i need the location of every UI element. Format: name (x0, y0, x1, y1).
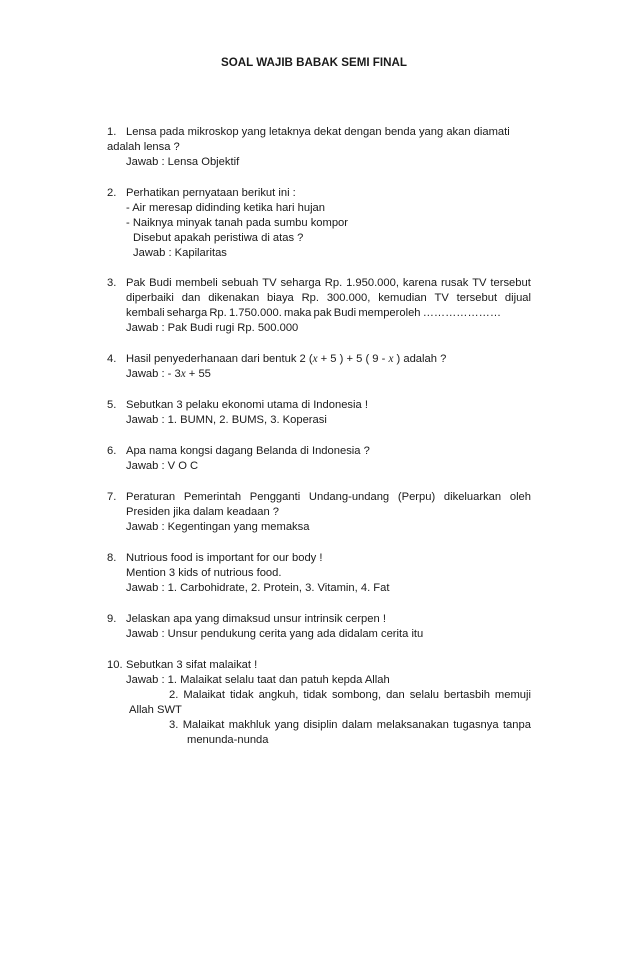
word: Budi (149, 277, 172, 289)
q9-number: 9. (107, 613, 117, 625)
word: (Perpu) (397, 491, 436, 503)
q4-answer (126, 367, 211, 381)
word: tersebut (456, 292, 498, 304)
q7-line1 (126, 490, 531, 504)
word: TV (434, 292, 449, 304)
word: disiplin (303, 719, 338, 731)
q1-line1: Lensa pada mikroskop yang letaknya dekat dengan benda yang akan diamati (126, 126, 510, 138)
word: dikeluarkan (443, 491, 502, 503)
word: Pemerintah (183, 491, 242, 503)
q10-line1: Sebutkan 3 sifat malaikat ! (126, 659, 258, 671)
q3-answer: Jawab : Pak Budi rugi Rp. 500.000 (126, 322, 299, 334)
word: yang (274, 719, 299, 731)
word: rusak (440, 277, 469, 289)
q2-bullet2: - Naiknya minyak tanah pada sumbu kompor (126, 217, 348, 229)
word: Pak (126, 277, 146, 289)
q8-number: 8. (107, 552, 117, 564)
q10-answer1: Jawab : 1. Malaikat selalu taat dan patuh kepda Allah (126, 674, 390, 686)
word: tidak (229, 689, 254, 701)
q4-question (126, 352, 446, 366)
word: tersebut (490, 277, 531, 289)
word: selalu (409, 689, 439, 701)
word: dalam (341, 719, 373, 731)
q5-number: 5. (107, 399, 117, 411)
variable-x: x (388, 353, 394, 365)
word: dijual (504, 292, 531, 304)
q2-number: 2. (107, 187, 117, 199)
word: Budi (333, 307, 357, 319)
q7-line2: Presiden jika dalam keadaan ? (126, 506, 279, 518)
q2-line1: Perhatikan pernyataan berikut ini : (126, 187, 296, 199)
word: Rp. (301, 292, 319, 304)
word: membeli (175, 277, 218, 289)
word: makhluk (228, 719, 271, 731)
q2-answer: Jawab : Kapilaritas (133, 247, 227, 259)
word: tanpa (502, 719, 531, 731)
word: pak (313, 307, 332, 319)
word: 1.750.000. (228, 307, 282, 319)
q10-answer3 (169, 718, 531, 732)
word: kemudian (378, 292, 427, 304)
word: Peraturan (126, 491, 176, 503)
q9-line1: Jelaskan apa yang dimaksud unsur intrinsik cerpen ! (126, 613, 386, 625)
q5-line1: Sebutkan 3 pelaku ekonomi utama di Indonesia ! (126, 399, 368, 411)
word: 1.950.000, (346, 277, 399, 289)
word: Rp. (324, 277, 343, 289)
word: sombong, (331, 689, 382, 701)
q5-answer: Jawab : 1. BUMN, 2. BUMS, 3. Koperasi (126, 414, 327, 426)
word: kembali (126, 307, 165, 319)
word: dikenakan (208, 292, 260, 304)
word: Pengganti (249, 491, 301, 503)
q3-line1 (126, 276, 531, 290)
word: tugasnya (453, 719, 499, 731)
q6-number: 6. (107, 445, 117, 457)
word: 2. (169, 689, 179, 701)
word: Undang-undang (308, 491, 390, 503)
q4-answer-pre: Jawab : - 3 (126, 368, 181, 380)
q10-answer2 (169, 688, 531, 702)
q8-answer: Jawab : 1. Carbohidrate, 2. Protein, 3. Vitamin, 4. Fat (126, 582, 390, 594)
word: dan (386, 689, 405, 701)
q2-bullet1: - Air meresap didinding ketika hari hujan (126, 202, 325, 214)
q8-line1: Nutrious food is important for our body ! (126, 552, 323, 564)
q1-answer: Jawab : Lensa Objektif (126, 156, 240, 168)
q7-number: 7. (107, 491, 117, 503)
word: oleh (509, 491, 531, 503)
word: karena (402, 277, 438, 289)
q4-question-post: ) adalah ? (393, 353, 447, 365)
q10-answer3-cont: menunda-nunda (187, 734, 269, 746)
variable-x: x (312, 353, 318, 365)
word: biaya (267, 292, 294, 304)
q3-number: 3. (107, 277, 117, 289)
word: melaksanakan (376, 719, 449, 731)
q1-line2: adalah lensa ? (107, 141, 180, 153)
q6-answer: Jawab : V O C (126, 460, 199, 472)
word: seharga (280, 277, 321, 289)
word: ………………… (422, 307, 501, 319)
word: TV (262, 277, 277, 289)
word: 3. (169, 719, 179, 731)
variable-x: x (180, 368, 186, 380)
page-title: SOAL WAJIB BABAK SEMI FINAL (221, 56, 407, 69)
q1-number: 1. (107, 126, 117, 138)
q10-number: 10. (107, 659, 123, 671)
word: dan (181, 292, 201, 304)
word: maka (284, 307, 312, 319)
q7-answer: Jawab : Kegentingan yang memaksa (126, 521, 310, 533)
q4-question-pre: Hasil penyederhanaan dari bentuk 2 ( (126, 353, 313, 365)
q9-answer: Jawab : Unsur pendukung cerita yang ada didalam cerita itu (126, 628, 424, 640)
word: seharga (166, 307, 208, 319)
q6-line1: Apa nama kongsi dagang Belanda di Indonesia ? (126, 445, 370, 457)
word: Malaikat (183, 689, 225, 701)
q4-number: 4. (107, 353, 117, 365)
q3-line3 (126, 306, 501, 320)
q4-answer-post: + 55 (185, 368, 211, 380)
word: sebuah (221, 277, 259, 289)
word: angkuh, (258, 689, 299, 701)
word: diperbaiki (126, 292, 174, 304)
word: memperoleh (358, 307, 421, 319)
word: TV (472, 277, 487, 289)
q10-answer2-cont: Allah SWT (129, 704, 182, 716)
q8-line2: Mention 3 kids of nutrious food. (126, 567, 282, 579)
word: memuji (494, 689, 531, 701)
word: Malaikat (182, 719, 225, 731)
word: bertasbih (443, 689, 490, 701)
q2-question: Disebut apakah peristiwa di atas ? (133, 232, 304, 244)
word: tidak (303, 689, 327, 701)
q4-question-mid: + 5 ) + 5 ( 9 - (317, 353, 389, 365)
word: 300.000, (326, 292, 371, 304)
q3-line2 (126, 291, 531, 305)
word: Rp. (209, 307, 227, 319)
